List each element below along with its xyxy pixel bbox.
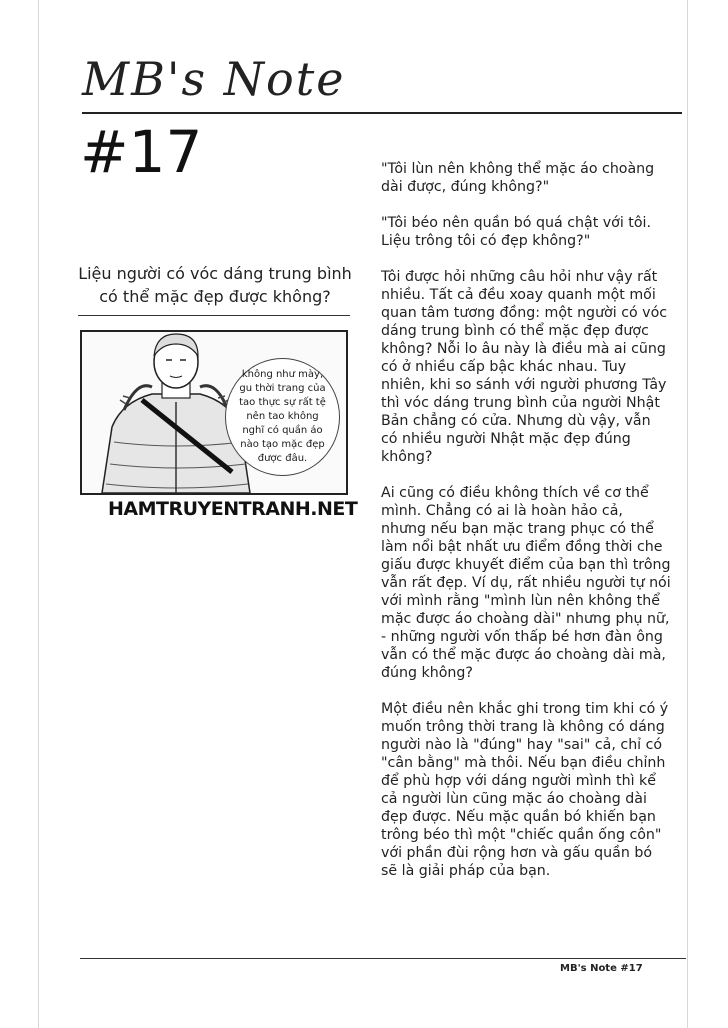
subtitle-divider bbox=[78, 315, 350, 316]
paragraph-1: "Tôi lùn nên không thể mặc áo choàng dài được, đúng không?" bbox=[381, 161, 655, 195]
paragraph-5: Một điều nên khắc ghi trong tim khi có ý muốn trông thời trang là không có dáng người nào là "đúng" hay "sai" cả, chỉ có "cân bằng" mà thôi. Nếu bạn điều chỉnh để phù hợp với dáng người mình thì kể cả người lùn cũng mặc áo choàng dài đẹp được. Nếu mặc quần bó khiến bạn trông béo thì một "chiếc quần ống côn" với phần đùi rộng hơn và gấu quần bó sẽ là giải pháp của bạn. bbox=[381, 701, 669, 879]
paragraph-4: Ai cũng có điều không thích về cơ thể mình. Chẳng có ai là hoàn hảo cả, nhưng nếu bạn mặc trang phục có thể làm nổi bật nhất ưu điểm đồng thời che giấu được khuyết điểm của bạn thì trông vẫn rất đẹp. Ví dụ, rất nhiều người tự nói với mình rằng "mình lùn nên không thể mặc được áo choàng dài" nhưng phụ nữ, - những người vốn thấp bé hơn đàn ông vẫn có thể mặc được áo choàng dài mà, đúng không? bbox=[381, 485, 671, 681]
issue-number: #17 bbox=[80, 118, 203, 186]
footer-divider bbox=[80, 958, 686, 959]
paragraph-2: "Tôi béo nên quần bó quá chật với tôi. Liệu trông tôi có đẹp không?" bbox=[381, 215, 651, 249]
subtitle bbox=[70, 262, 360, 308]
footer-label: MB's Note #17 bbox=[560, 963, 643, 974]
article-body bbox=[381, 160, 671, 898]
watermark: HAMTRUYENTRANH.NET bbox=[108, 498, 358, 520]
paragraph-3: Tôi được hỏi những câu hỏi như vậy rất nhiều. Tất cả đều xoay quanh một mối quan tâm tương đồng: một người có vóc dáng trung bình có thể mặc đẹp được không? Nỗi lo âu này là điều mà ai cũng có ở nhiều cấp bậc khác nhau. Tuy nhiên, khi so sánh với người phương Tây thì vóc dáng trung bình của người Nhật Bản chẳng có cửa. Nhưng dù vậy, vẫn có nhiều người Nhật mặc đẹp đúng không? bbox=[381, 269, 668, 465]
speech-text: không như mày, gu thời trang của tao thực sự rất tệ nên tao không nghĩ có quần áo nào tạo mặc đẹp được đâu. bbox=[239, 369, 326, 464]
subtitle-line-1: Liệu người có vóc dáng trung bình bbox=[78, 264, 352, 283]
page-title: MB's Note bbox=[82, 52, 346, 106]
subtitle-line-2: có thể mặc đẹp được không? bbox=[99, 287, 331, 306]
title-divider bbox=[82, 112, 682, 114]
speech-bubble bbox=[225, 358, 340, 476]
